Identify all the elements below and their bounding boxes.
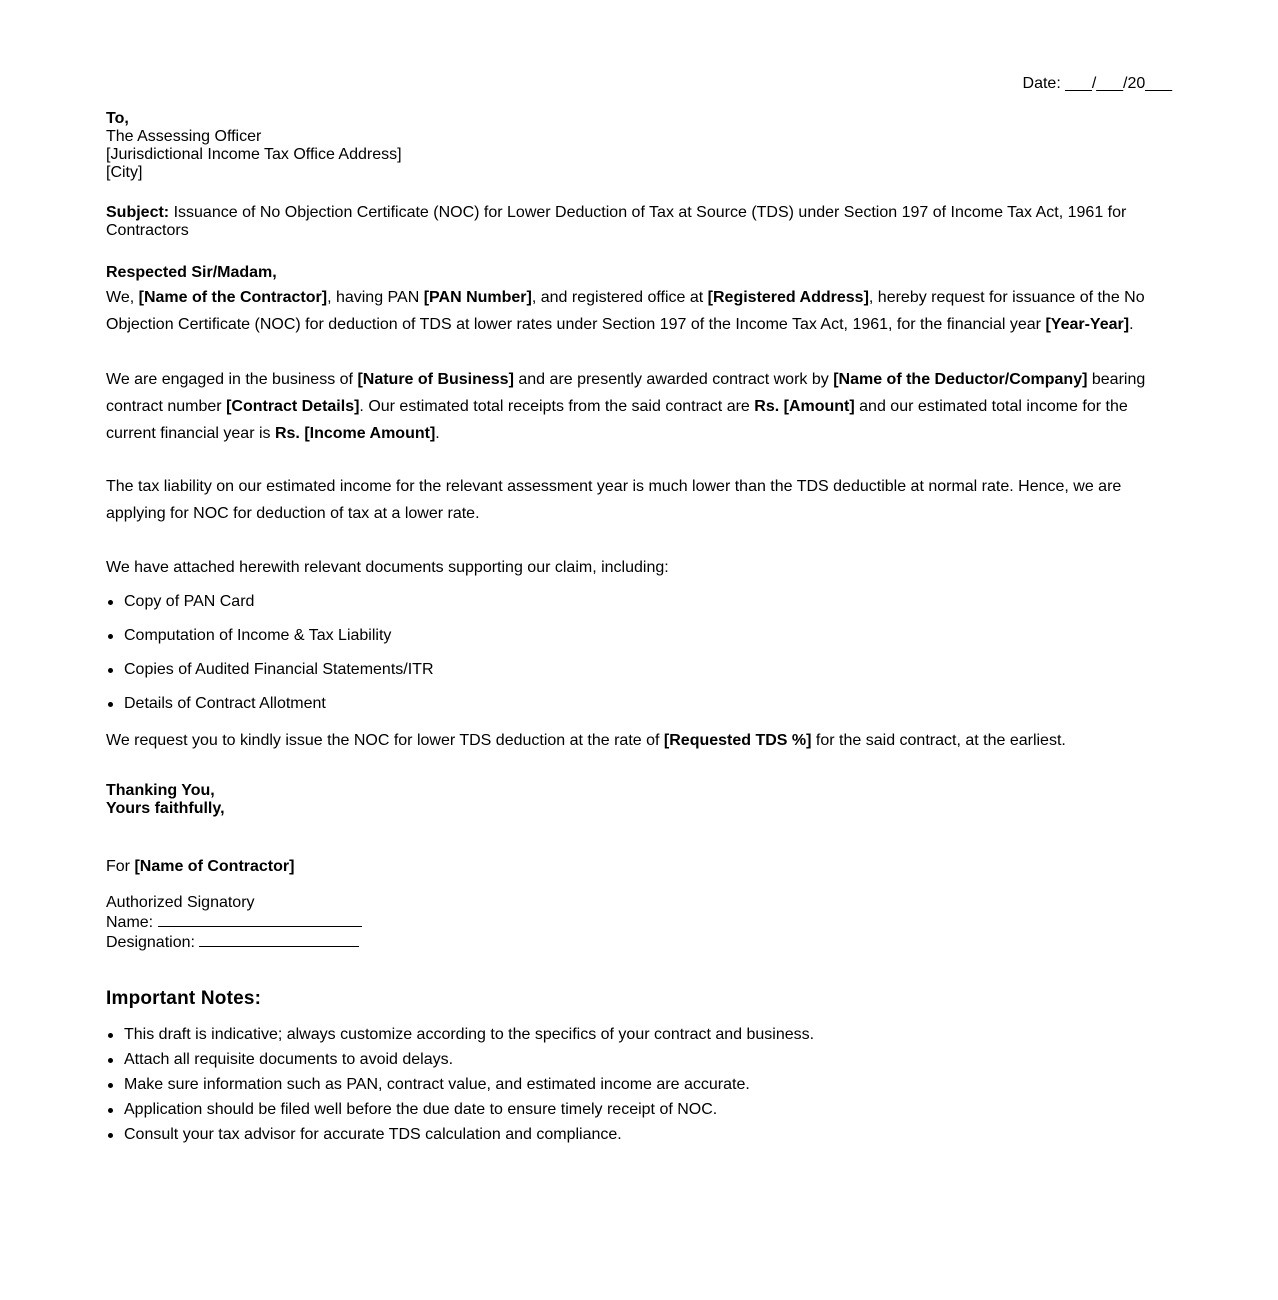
- letter-body: [106, 110, 1151, 1151]
- contract-details-placeholder: [Contract Details]: [226, 398, 360, 415]
- signatory-name-label: Name:: [106, 914, 154, 931]
- paragraph-business: [106, 366, 1151, 447]
- list-item: Details of Contract Allotment: [124, 695, 1151, 713]
- address-to: To,: [106, 110, 129, 127]
- paragraph-tax-liability: The tax liability on our estimated income for the relevant assessment year is much lower than the TDS deductible at normal rate. Hence, we are applying for NOC for deduction of tax at a lower rate.: [106, 478, 1122, 522]
- deductor-name-placeholder: [Name of the Deductor/Company]: [833, 371, 1088, 388]
- para2-text-1: We are engaged in the business of: [106, 371, 358, 388]
- list-item: This draft is indicative; always customize according to the specifics of your contract and business.: [124, 1026, 1151, 1044]
- designation-blank-line: [199, 932, 359, 947]
- for-contractor-line: [106, 858, 1151, 876]
- for-prefix: For: [106, 858, 135, 875]
- date-line: [1023, 75, 1172, 93]
- address-line-2: [Jurisdictional Income Tax Office Address]: [106, 146, 402, 163]
- address-line-1: The Assessing Officer: [106, 128, 262, 145]
- list-item: Copies of Audited Financial Statements/ITR: [124, 661, 1151, 679]
- documents-list: [106, 593, 1151, 713]
- date-value: ___/___/20___: [1065, 75, 1172, 92]
- signatory-name-line: [106, 912, 1151, 932]
- closing: [106, 782, 1151, 818]
- para2-text-4: . Our estimated total receipts from the said contract are: [359, 398, 755, 415]
- income-amount-placeholder: Rs. [Income Amount]: [274, 425, 436, 442]
- registered-address-placeholder: [Registered Address]: [707, 289, 869, 306]
- para2-text-2: and are presently awarded contract work by: [513, 371, 834, 388]
- subject-label: Subject:: [106, 204, 170, 221]
- signatory-block: [106, 894, 1151, 952]
- para1-text-5: .: [1129, 316, 1134, 333]
- para1-text-2: , having PAN: [327, 289, 424, 306]
- subject-text: Issuance of No Objection Certificate (NOC) for Lower Deduction of Tax at Source (TDS) under Section 197 of Income Tax Act, 1961 for Contractors: [106, 204, 1127, 239]
- paragraph-final-request: [106, 727, 1151, 754]
- notes-heading: Important Notes:: [106, 988, 262, 1009]
- closing-yours: Yours faithfully,: [106, 800, 225, 817]
- list-item: Consult your tax advisor for accurate TDS calculation and compliance.: [124, 1126, 1151, 1144]
- address-line-3: [City]: [106, 164, 143, 181]
- amount-placeholder: Rs. [Amount]: [754, 398, 855, 415]
- list-item: Make sure information such as PAN, contract value, and estimated income are accurate.: [124, 1076, 1151, 1094]
- para1-text-4: , hereby request for issuance of the No Objection Certificate (NOC) for deduction of TDS at lower rates under Section 197 of the Income Tax Act, 1961, for the financial year: [106, 289, 1145, 333]
- para2-text-6: .: [435, 425, 440, 442]
- list-item: Attach all requisite documents to avoid delays.: [124, 1051, 1151, 1069]
- closing-thanks: Thanking You,: [106, 782, 215, 799]
- pan-number-placeholder: [PAN Number]: [423, 289, 532, 306]
- list-item: Copy of PAN Card: [124, 593, 1151, 611]
- list-item: Computation of Income & Tax Liability: [124, 627, 1151, 645]
- contractor-name-placeholder: [Name of the Contractor]: [138, 289, 328, 306]
- recipient-address: [106, 110, 1151, 182]
- para2-text-3: bearing contract number: [106, 371, 1146, 415]
- signatory-title: Authorized Signatory: [106, 894, 255, 911]
- signatory-designation-line: [106, 932, 1151, 952]
- para2-text-5: and our estimated total income for the current financial year is: [106, 398, 1128, 442]
- year-placeholder: [Year-Year]: [1045, 316, 1130, 333]
- paragraph-attachments: We have attached herewith relevant documents supporting our claim, including:: [106, 559, 669, 576]
- list-item: Application should be filed well before the due date to ensure timely receipt of NOC.: [124, 1101, 1151, 1119]
- para1-text-1: We,: [106, 289, 139, 306]
- requested-tds-placeholder: [Requested TDS %]: [663, 732, 812, 749]
- para5-text-1: We request you to kindly issue the NOC for lower TDS deduction at the rate of: [106, 732, 664, 749]
- paragraph-request: [106, 284, 1151, 338]
- name-blank-line: [158, 912, 362, 927]
- signatory-designation-label: Designation:: [106, 934, 195, 951]
- subject-line: [106, 204, 1151, 240]
- para5-text-2: for the said contract, at the earliest.: [811, 732, 1066, 749]
- contractor-name-signature-placeholder: [Name of Contractor]: [134, 858, 295, 875]
- para1-text-3: , and registered office at: [531, 289, 708, 306]
- nature-of-business-placeholder: [Nature of Business]: [357, 371, 514, 388]
- notes-list: [106, 1026, 1151, 1144]
- date-label: Date:: [1022, 75, 1061, 92]
- salutation: Respected Sir/Madam,: [106, 264, 277, 281]
